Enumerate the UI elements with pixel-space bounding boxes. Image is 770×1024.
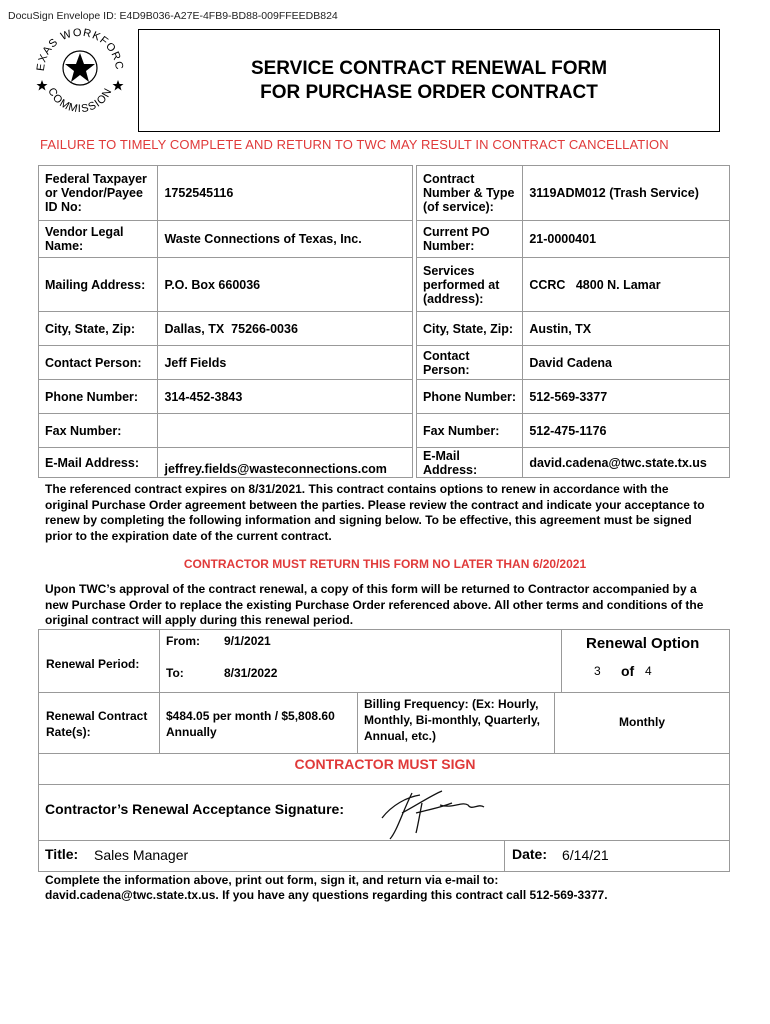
renewal-table	[38, 629, 730, 754]
seal-top-text: EXAS WORKFORC	[34, 26, 126, 72]
to-date[interactable]: 8/31/2022	[224, 666, 278, 680]
po-number-label: Current PO Number:	[416, 221, 522, 258]
vendor-fax-label: Fax Number:	[39, 414, 158, 448]
date-value[interactable]: 6/14/21	[562, 847, 609, 863]
billing-frequency-label: Billing Frequency: (Ex: Hourly, Monthly, Bi-monthly, Quarterly, Annual, etc.)	[364, 697, 541, 743]
vendor-phone-value[interactable]: 314-452-3843	[158, 380, 413, 414]
services-address-value[interactable]: CCRC 4800 N. Lamar	[523, 258, 730, 312]
twc-fax-value[interactable]: 512-475-1176	[523, 414, 730, 448]
renewal-option-current[interactable]: 3	[594, 664, 601, 678]
must-sign-banner: CONTRACTOR MUST SIGN	[294, 756, 476, 772]
service-city-value[interactable]: Austin, TX	[523, 312, 730, 346]
vendor-name-label: Vendor Legal Name:	[39, 221, 158, 258]
renewal-period-label: Renewal Period:	[46, 657, 140, 671]
vendor-contact-label: Contact Person:	[39, 346, 158, 380]
date-label: Date:	[512, 846, 548, 862]
service-city-label: City, State, Zip:	[416, 312, 522, 346]
twc-email-label: E-Mail Address:	[416, 448, 522, 478]
mailing-address-value[interactable]: P.O. Box 660036	[158, 258, 413, 312]
title-label: Title:	[45, 846, 79, 862]
vendor-email-label: E-Mail Address:	[39, 448, 158, 478]
contract-number-value[interactable]: 3119ADM012 (Trash Service)	[523, 166, 730, 221]
twc-fax-label: Fax Number:	[416, 414, 522, 448]
po-number-value[interactable]: 21-0000401	[523, 221, 730, 258]
contractor-signature[interactable]	[372, 783, 492, 843]
twc-phone-label: Phone Number:	[416, 380, 522, 414]
renewal-option-of: of	[621, 663, 635, 679]
vendor-email-value[interactable]: jeffrey.fields@wasteconnections.com	[158, 448, 413, 478]
vendor-city-value[interactable]: Dallas, TX 75266-0036	[158, 312, 413, 346]
expiry-paragraph: The referenced contract expires on 8/31/2021. This contract contains options to renew in accordance with the original Purchase Order agreement between the parties. Please review the contract and indicate your acceptance to renew by completing the following information and signing below. To be effective, this agreement must be signed prior to the expiration date of the current contract.	[45, 482, 705, 543]
signature-section	[38, 784, 730, 872]
title-value[interactable]: Sales Manager	[94, 847, 189, 863]
taxpayer-id-label: Federal Taxpayer or Vendor/Payee ID No:	[39, 166, 158, 221]
contract-info-table	[38, 165, 730, 478]
vendor-contact-value[interactable]: Jeff Fields	[158, 346, 413, 380]
svg-text:COMMISSION	[45, 86, 114, 115]
twc-contact-label: Contact Person:	[416, 346, 522, 380]
return-deadline: CONTRACTOR MUST RETURN THIS FORM NO LATER THAN 6/20/2021	[183, 557, 587, 571]
renewal-option-total[interactable]: 4	[645, 664, 652, 678]
form-title-line2: FOR PURCHASE ORDER CONTRACT	[260, 81, 598, 103]
services-address-label: Services performed at (address):	[416, 258, 522, 312]
vendor-fax-value[interactable]	[158, 414, 413, 448]
twc-contact-value[interactable]: David Cadena	[523, 346, 730, 380]
from-date[interactable]: 9/1/2021	[224, 634, 271, 648]
rate-label: Renewal Contract Rate(s):	[46, 709, 148, 739]
form-title-box	[138, 29, 720, 132]
contract-number-label: Contract Number & Type (of service):	[416, 166, 522, 221]
twc-email-value[interactable]: david.cadena@twc.state.tx.us	[523, 448, 730, 478]
footer-line1: Complete the information above, print out form, sign it, and return via e-mail to:	[45, 873, 499, 887]
signature-label: Contractor’s Renewal Acceptance Signature:	[45, 801, 345, 817]
footer-line2: david.cadena@twc.state.tx.us. If you have any questions regarding this contract call 512-569-3377.	[45, 888, 608, 902]
approval-paragraph: Upon TWC’s approval of the contract renewal, a copy of this form will be returned to Contractor accompanied by a new Purchase Order to replace the existing Purchase Order referenced above. All other terms and conditions of the original contract will apply during this renewal period.	[45, 582, 704, 627]
mailing-address-label: Mailing Address:	[39, 258, 158, 312]
cancellation-warning: FAILURE TO TIMELY COMPLETE AND RETURN TO TWC MAY RESULT IN CONTRACT CANCELLATION	[40, 137, 669, 152]
vendor-phone-label: Phone Number:	[39, 380, 158, 414]
renewal-option-label: Renewal Option	[586, 635, 700, 652]
seal-bottom-text: COMMISSION	[45, 85, 115, 116]
from-label: From:	[166, 634, 200, 648]
rate-value[interactable]: $484.05 per month / $5,808.60 Annually	[166, 709, 335, 739]
vendor-city-label: City, State, Zip:	[39, 312, 158, 346]
twc-seal-logo	[30, 22, 130, 122]
vendor-name-value[interactable]: Waste Connections of Texas, Inc.	[158, 221, 413, 258]
envelope-id: DocuSign Envelope ID: E4D9B036-A27E-4FB9-BD88-009FFEEDB824	[8, 10, 338, 22]
taxpayer-id-value[interactable]: 1752545116	[158, 166, 413, 221]
to-label: To:	[166, 666, 184, 680]
twc-phone-value[interactable]: 512-569-3377	[523, 380, 730, 414]
form-title-line1: SERVICE CONTRACT RENEWAL FORM	[250, 57, 608, 79]
billing-frequency-value[interactable]: Monthly	[619, 715, 665, 729]
